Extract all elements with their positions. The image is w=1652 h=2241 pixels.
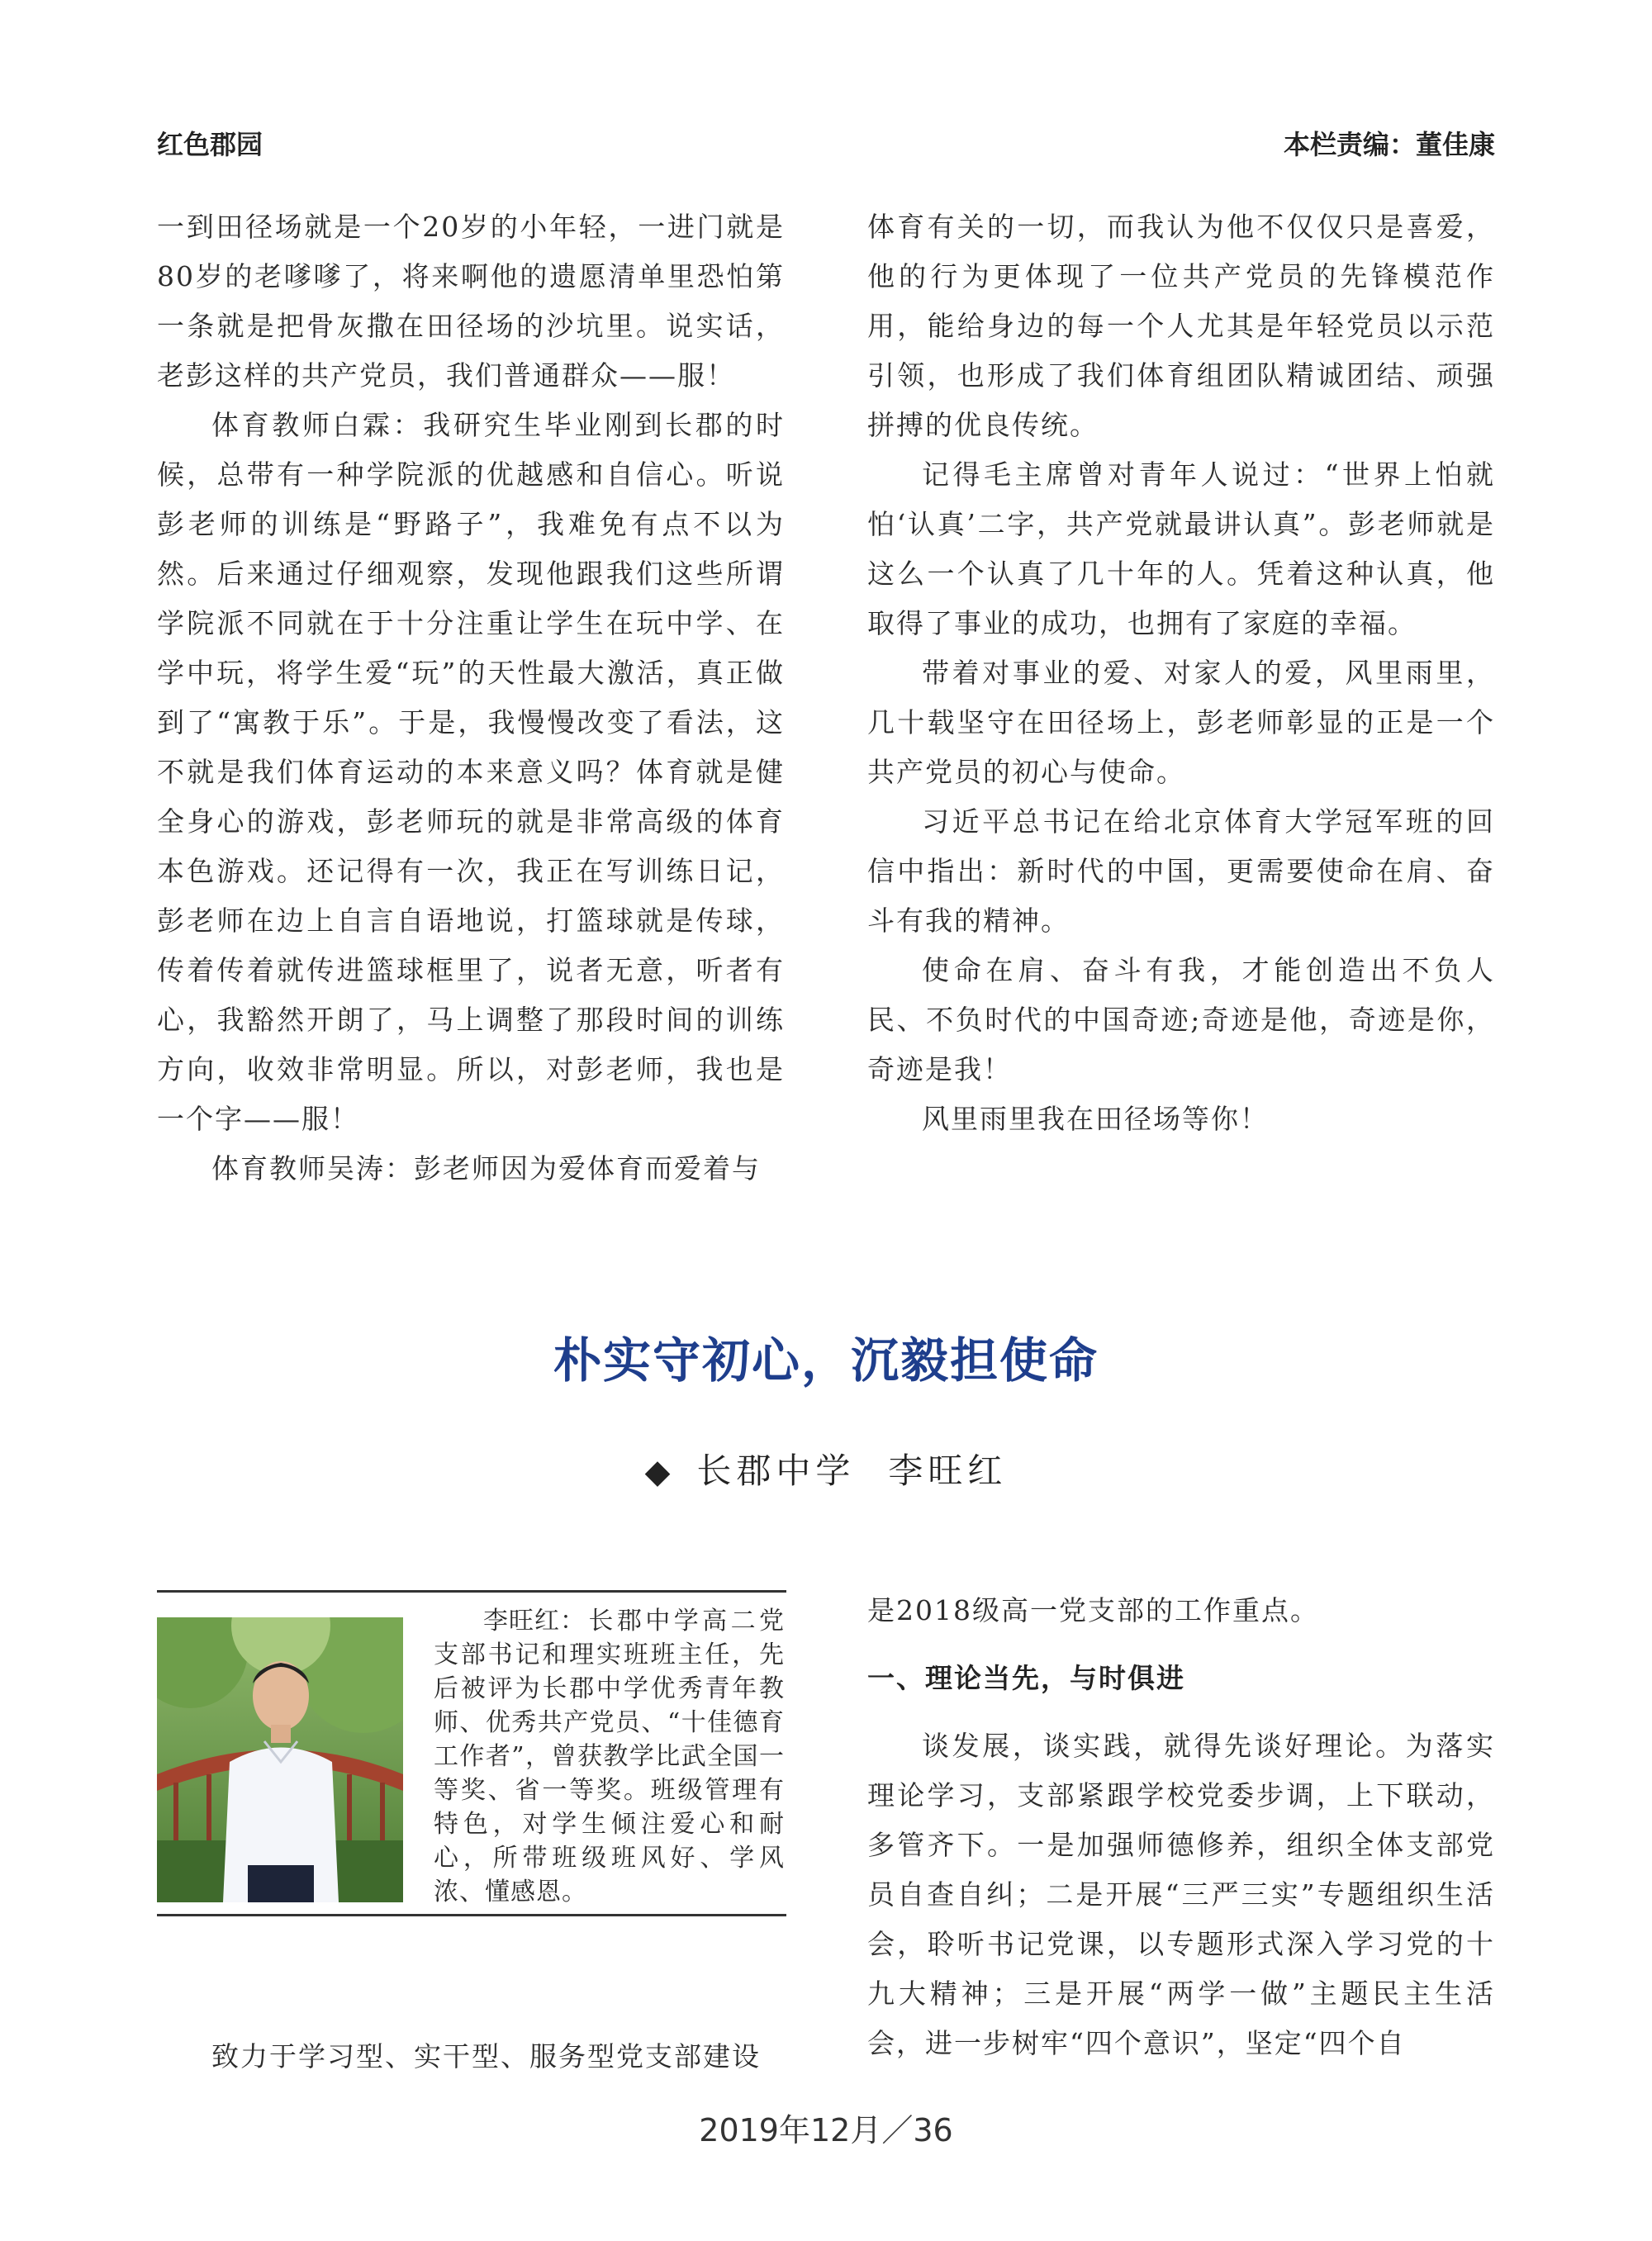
section-name: 红色郡园: [157, 129, 263, 160]
article-title: 朴实守初心，沉毅担使命: [553, 1332, 1099, 1389]
top-right-column: [867, 202, 1495, 1144]
paragraph: 习近平总书记在给北京体育大学冠军班的回信中指出：新时代的中国，更需要使命在肩、奋斗有我的精神。: [867, 805, 1495, 937]
paragraph: 体育教师吴涛：彭老师因为爱体育而爱着与: [211, 1152, 761, 1185]
bottom-left-column: [157, 2032, 785, 2082]
paragraph: 带着对事业的爱、对家人的爱，风里雨里，几十载坚守在田径场上，彭老师彰显的正是一个共产党员的初心与使命。: [867, 657, 1495, 788]
paragraph: 谈发展，谈实践，就得先谈好理论。为落实理论学习，支部紧跟学校党委步调，上下联动，多管齐下。一是加强师德修养，组织全体支部党员自查自纠；二是开展“三严三实”专题组织生活会，聆听书记党课，以专题形式深入学习党的十九大精神；三是开展“两学一做”主题民主生活会，进一步树牢“四个意识”，坚定“四个自: [867, 1730, 1495, 2059]
author-profile-box: [157, 1590, 786, 1916]
byline: [0, 1444, 1652, 1493]
paragraph: 记得毛主席曾对青年人说过：“世界上怕就怕‘认真’二字，共产党就最讲认真”。彭老师就是这么一个认真了几十年的人。凭着这种认真，他取得了事业的成功，也拥有了家庭的幸福。: [867, 458, 1495, 639]
author-name: 李旺红：: [483, 1607, 586, 1636]
paragraph: 致力于学习型、实干型、服务型党支部建设: [211, 2040, 761, 2072]
section-heading: 一、理论当先，与时俱进: [867, 1662, 1185, 1694]
page-footer: 2019年12月／36: [699, 2112, 953, 2148]
bottom-right-column: [867, 1586, 1495, 2068]
paragraph: 体育有关的一切，而我认为他不仅仅只是喜爱，他的行为更体现了一位共产党员的先锋模范作用，能给身边的每一个人尤其是年轻党员以示范引领，也形成了我们体育组团队精诚团结、顽强拼搏的优良传统。: [867, 211, 1495, 441]
author-photo: [157, 1617, 403, 1902]
author-bio-text: 长郡中学高二党支部书记和理实班班主任，先后被评为长郡中学优秀青年教师、优秀共产党员、“十佳德育工作者”，曾获教学比武全国一等奖、省一等奖。班级管理有特色，对学生倾注爱心和耐心，所带班级班风好、学风浓、懂感恩。: [434, 1607, 785, 1906]
byline-author: 李旺红: [888, 1450, 1008, 1491]
byline-school: 长郡中学: [696, 1450, 856, 1491]
paragraph: 使命在肩、奋斗有我，才能创造出不负人民、不负时代的中国奇迹;奇迹是他，奇迹是你，奇迹是我！: [867, 954, 1495, 1085]
author-bio: [434, 1604, 785, 1909]
paragraph: 一到田径场就是一个20岁的小年轻，一进门就是80岁的老嗲嗲了，将来啊他的遗愿清单里恐怕第一条就是把骨灰撒在田径场的沙坑里。说实话，老彭这样的共产党员，我们普通群众——服！: [157, 211, 785, 392]
paragraph: 是2018级高一党支部的工作重点。: [867, 1594, 1319, 1626]
paragraph: 体育教师白霖：我研究生毕业刚到长郡的时候，总带有一种学院派的优越感和自信心。听说彭老师的训练是“野路子”，我难免有点不以为然。后来通过仔细观察，发现他跟我们这些所谓学院派不同就在于十分注重让学生在玩中学、在学中玩，将学生爱“玩”的天性最大激活，真正做到了“寓教于乐”。于是，我慢慢改变了看法，这不就是我们体育运动的本来意义吗？体育就是健全身心的游戏，彭老师玩的就是非常高级的体育本色游戏。还记得有一次，我正在写训练日记，彭老师在边上自言自语地说，打篮球就是传球，传着传着就传进篮球框里了，说者无意，听者有心，我豁然开朗了，马上调整了那段时间的训练方向，收效非常明显。所以，对彭老师，我也是一个字——服！: [157, 409, 785, 1135]
diamond-bullet-icon: ◆: [644, 1453, 676, 1491]
top-left-column: [157, 202, 785, 1194]
column-editor: 本栏责编：董佳康: [1283, 129, 1495, 160]
paragraph: 风里雨里我在田径场等你！: [922, 1103, 1269, 1135]
